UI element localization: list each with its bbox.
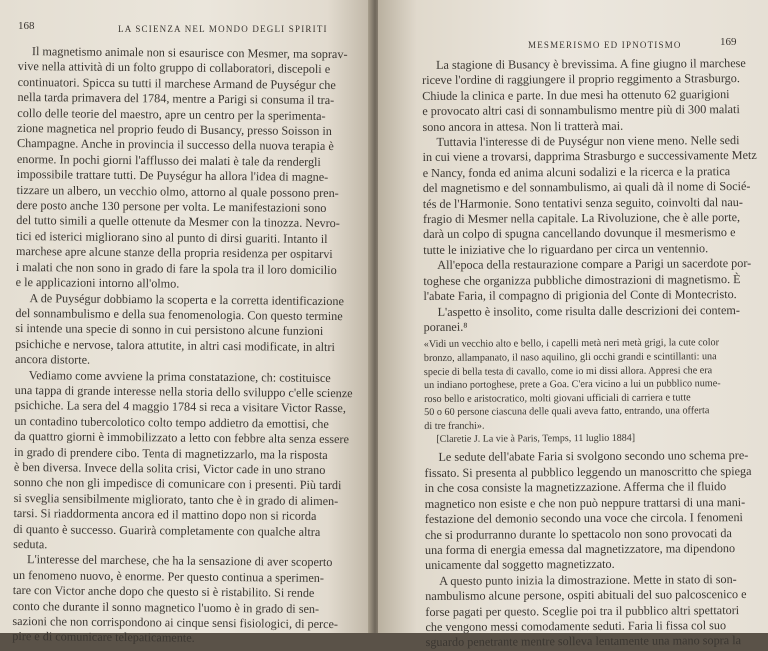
text-line: All'epoca della restaurazione compare a Parigi un sacerdote por-: [437, 256, 752, 273]
text-line: del magnetismo e del sonnambulismo, ai quali dà il nome di Socié-: [422, 179, 751, 196]
quote-line: «Vidi un vecchio alto e bello, i capelli metà neri metà grigi, la cute color: [423, 337, 720, 351]
text-line: si sveglia sensibilmente migliorato, tanto che è in grado di alimen-: [13, 490, 339, 508]
text-line: fissato. Si presenta al pubblico leggendo un manoscritto che spiega: [424, 463, 752, 480]
text-line: forse pagati per questo. Sceglie poi tra il pubblico altri spettatori: [425, 602, 740, 619]
text-line: in che cosa consiste la magnetizzazione. Afferma che il fluido: [424, 479, 727, 496]
text-line: tarsi. Si riaddormenta ancora ed il mattino dopo non si ricorda: [13, 506, 317, 524]
text-line: un contadino tubercolotico colto tempo addietro da emottisi, che: [14, 413, 329, 431]
text-line: seduta.: [13, 536, 48, 552]
text-line: è ben diversa. Invece della solita crisi, Victor cade in uno strano: [13, 459, 326, 477]
right-body-text: [422, 56, 756, 651]
text-line: nella tarda primavera del 1784, mentre a Parigi si consuma il tra-: [17, 90, 335, 108]
text-line: impossibile trattare tutti. De Puységur ha allora l'idea di magne-: [16, 167, 329, 185]
text-line: e Nancy, fonda ed anima alcuni sodalizi e la ricerca e la pratica: [422, 163, 731, 180]
text-line: Il magnetismo animale non si esaurisce con Mesmer, ma soprav-: [31, 44, 348, 62]
text-line: l'abate Faria, il compagno di prigionia del Conte di Montecristo.: [423, 287, 737, 304]
text-line: che si produrranno durante lo spettacolo non sono provocati da: [424, 525, 732, 542]
text-line: pire e di comunicare telepaticamente.: [12, 629, 195, 646]
text-line: psichiche. La sera del 4 maggio 1784 si reca a visitare Victor Rasse,: [14, 398, 346, 416]
text-line: tare con Victor anche dopo che questo si è ristabilito. Si rende: [12, 583, 315, 601]
text-line: zione magnetica nel proprio feudo di Busancy, presso Soisson in: [17, 121, 332, 139]
right-page: [378, 0, 768, 650]
citation: [Claretie J. La vie à Paris, Temps, 11 luglio 1884]: [436, 433, 636, 446]
text-line: Champagne. Anche in provincia il successo della nuova terapia è: [16, 136, 334, 154]
text-line: tici ed isterici migliorano sino al punto di dirsi guariti. Intanto il: [16, 228, 328, 246]
left-body-text: [12, 44, 353, 648]
text-line: si intende una specie di sonno in cui persistono alcune funzioni: [15, 321, 324, 339]
text-line: L'aspetto è insolito, come risulta dalle descrizioni dei contem-: [437, 302, 740, 319]
text-line: un fenomeno nuovo, è enorme. Per questo continua a sperimen-: [12, 567, 324, 585]
text-line: marchese apre alcune stanze della propria residenza per ospitarvi: [15, 244, 333, 262]
text-line: A de Puységur dobbiamo la scoperta e la corretta identificazione: [29, 290, 345, 308]
text-line: tutte le iniziative che lo riguardano per circa un ventennio.: [423, 241, 709, 257]
page-number-left: 168: [18, 20, 35, 32]
text-line: Le sedute dell'abate Faria si svolgono secondo uno schema pre-: [438, 448, 749, 465]
text-line: riceve l'ordine di raggiungere il proprio reggimento a Strasburgo.: [422, 71, 740, 88]
text-line: in cui viene a trovarsi, dapprima Strasburgo e successivamente Metz: [422, 148, 757, 165]
text-line: poranei.⁸: [423, 319, 468, 334]
text-line: darà un colpo di spugna cancellando dovunque il mesmerismo e: [423, 225, 736, 242]
text-line: enorme. In pochi giorni l'afflusso dei malati è tale da rendergli: [16, 151, 321, 169]
text-line: sguardo penetrante mentre solleva lentamente una mano sopra la: [425, 633, 742, 650]
text-line: tés de l'Harmonie. Sono tentativi senza seguito, coinvolti dal nau-: [422, 194, 743, 211]
text-line: tizzare un albero, un vecchio olmo, attorno al quale possono pren-: [16, 182, 339, 200]
quote-line: specie di bella testa di cavallo, come io mi dissi allora. Appresi che era: [423, 364, 713, 378]
quote-line: 50 o 60 persone ciascuna delle quali aveva fatto, entrando, una offerta: [424, 405, 710, 419]
text-line: continuatori. Spicca su tutti il marchese Armand de Puységur che: [17, 74, 336, 92]
running-header-left: LA SCIENZA NEL MONDO DEGLI SPIRITI: [118, 24, 328, 34]
left-page: [0, 0, 372, 646]
text-line: del tutto simili a quelle ottenute da Mesmer con la tinozza. Nevro-: [16, 213, 340, 231]
text-line: e provocato altri casi di sonnambulismo mentre più di 300 malati: [422, 102, 740, 119]
page-number-right: 169: [720, 36, 737, 48]
text-line: vive nella attività di un folto gruppo di collaboratori, discepoli e: [17, 59, 331, 77]
text-line: collo delle teorie del maestro, apre un centro per la sperimenta-: [17, 105, 326, 123]
text-line: Tuttavia l'interesse di de Puységur non viene meno. Nelle sedi: [436, 133, 740, 149]
text-line: che vengono messi comodamente seduti. Faria li fissa col suo: [425, 618, 727, 634]
running-header-right: MESMERISMO ED IPNOTISMO: [528, 40, 682, 50]
text-line: magnetico non esiste e che non può neppure trattarsi di una mani-: [424, 494, 746, 511]
text-line: toghese che organizza pubbliche dimostrazioni di magnetismo. È: [423, 271, 741, 288]
text-line: Chiude la clinica e parte. In due mesi ha ottenuto 62 guarigioni: [422, 86, 730, 103]
text-line: fragio di Mesmer nella capitale. La Rivoluzione, che è alle porte,: [422, 210, 741, 227]
text-line: e le applicazioni intorno all'olmo.: [15, 275, 180, 291]
quote-line: roso bello e aristocratico, molti giovani ufficiali di carriera e tutte: [424, 392, 691, 405]
text-line: dere posto anche 130 persone per volta. Le manifestazioni sono: [16, 198, 327, 216]
text-line: i malati che non sono in grado di fare la spola tra il loro domicilio: [15, 259, 337, 277]
text-line: in grado di prendere cibo. Tenta di magnetizzarlo, ma la risposta: [14, 444, 328, 462]
quote-line: di tre franchi».: [424, 420, 485, 432]
text-line: di quanto è successo. Guarirà completamente con qualche altra: [13, 521, 321, 539]
text-line: sazioni che non corrispondono ai cinque sensi fisiologici, di perce-: [12, 614, 339, 632]
quote-line: un indiano portoghese, prete a Goa. C'era vicino a lui un pubblico nume-: [423, 378, 721, 392]
text-line: A questo punto inizia la dimostrazione. Mette in stato di son-: [439, 571, 737, 588]
text-line: psichiche e nervose, talora attutite, in altri casi modificate, in altri: [15, 336, 335, 354]
quote-line: bronzo, allampanato, il naso aquilino, gli occhi grandi e scintillanti: una: [423, 351, 717, 364]
text-line: da quattro giorni è immobilizzato a letto con febbre alta senza essere: [14, 429, 349, 447]
text-line: del sonnambulismo e della sua fenomenologia. Con questo termine: [15, 305, 343, 324]
text-line: festazione del demonio secondo una voce che circola. I fenomeni: [424, 510, 743, 527]
text-line: una tappa di grande interesse nella storia dello sviluppo c'elle scienze: [14, 382, 353, 401]
text-line: nambulismo alcune persone, ospiti abituali del suo palcoscenico e: [425, 587, 747, 604]
text-line: sonno che non gli impedisce di comunicare con i presenti. Più tardi: [13, 475, 342, 493]
text-line: sono ancora in attesa. Non li tratterà mai.: [422, 118, 624, 134]
text-line: conto che durante il sonno magnetico l'uomo è in grado di sen-: [12, 598, 320, 616]
text-line: unicamente dal soggetto magnetizzato.: [425, 557, 615, 573]
text-line: una forma di energia emessa dal magnetizzatore, ma dipendono: [424, 541, 736, 557]
text-line: La stagione di Busancy è brevissima. A fine giugno il marchese: [435, 56, 746, 72]
text-line: L'interesse del marchese, che ha la sensazione di aver scoperto: [26, 552, 333, 570]
text-line: ancora distorte.: [14, 352, 91, 367]
text-line: Vediamo come avviene la prima constatazione, ch: costituisce: [28, 367, 331, 385]
